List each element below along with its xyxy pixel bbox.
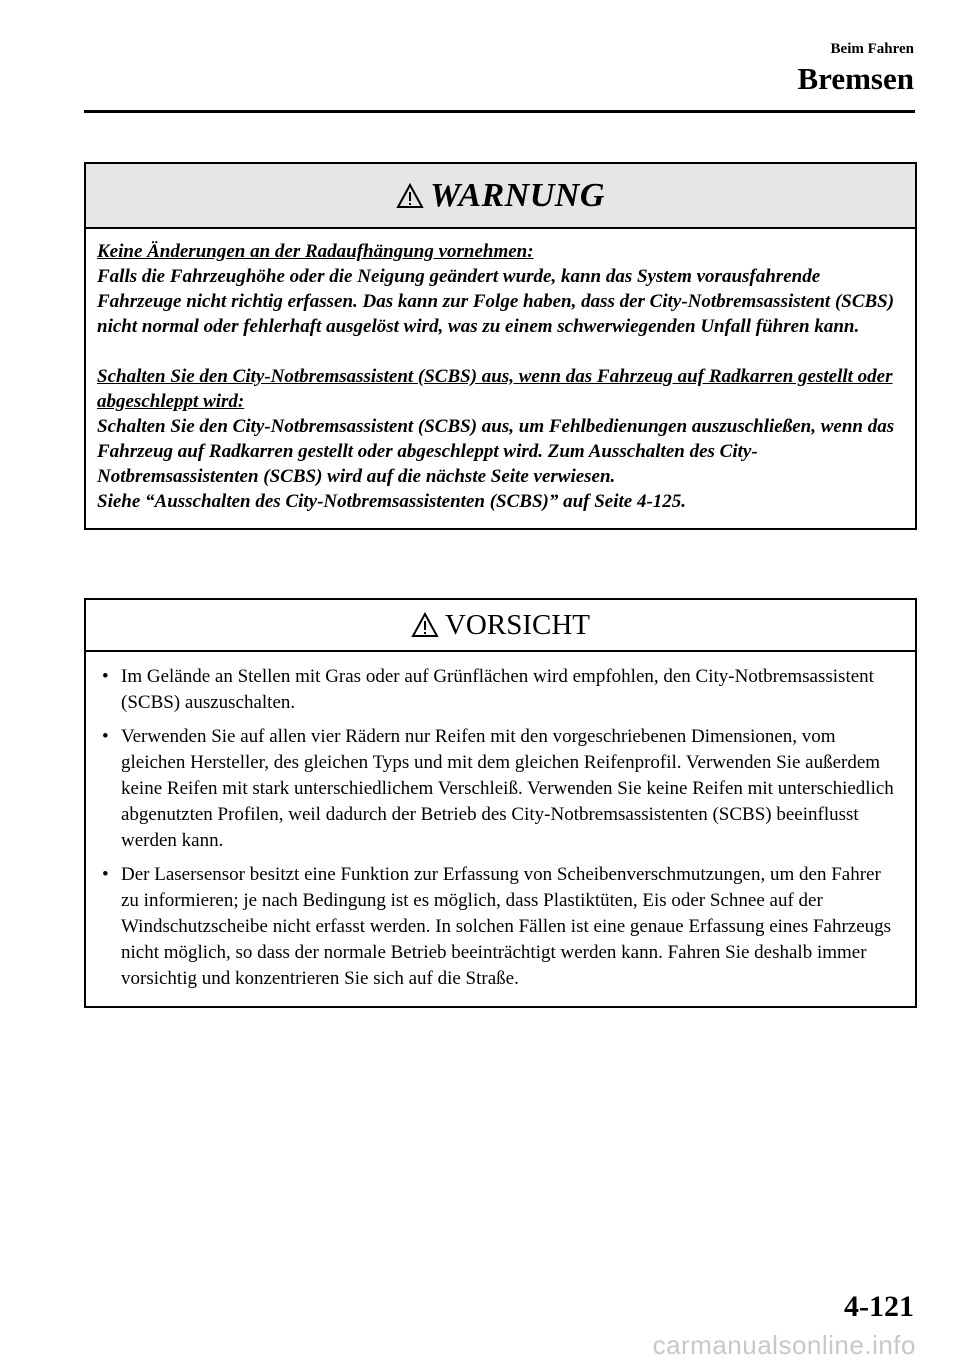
warning-header <box>86 164 915 229</box>
section-label: Beim Fahren <box>830 41 914 57</box>
caution-header <box>86 600 915 652</box>
page-header <box>797 40 914 97</box>
caution-title: VORSICHT <box>444 608 590 641</box>
caution-item: • Im Gelände an Stellen mit Gras oder auf Grünflächen wird empfohlen, den City-Notbremsassistent (SCBS) auszuschalten. <box>98 664 903 716</box>
caution-list <box>98 664 903 992</box>
caution-item: • Verwenden Sie auf allen vier Rädern nur Reifen mit den vorgeschriebenen Dimensionen, vom gleichen Hersteller, des gleichen Typs und mit dem gleichen Reifenprofil. Verwenden Sie außerdem keine Reifen mit stark unterschiedlichem Verschleiß. Verwenden Sie keine Reifen mit unterschiedlich abgenutzten Profilen, weil dadurch der Betrieb des City-Notbremsassistenten (SCBS) beeinflusst werden kann. <box>98 724 903 854</box>
warning-text-2: Schalten Sie den City-Notbremsassistent (SCBS) aus, um Fehlbedienungen auszuschließen, wenn das Fahrzeug auf Radkarren gestellt oder abgeschleppt wird. Zum Ausschalten des City-Notbremsassistenten (SCBS) wird auf die nächste Seite verwiesen. <box>97 416 895 487</box>
warning-triangle-icon <box>396 183 424 209</box>
paragraph-gap <box>97 339 903 364</box>
warning-body <box>86 229 915 528</box>
caution-triangle-icon <box>411 612 439 638</box>
page-number: 4-121 <box>844 1290 914 1323</box>
caution-item: • Der Lasersensor besitzt eine Funktion zur Erfassung von Scheibenverschmutzungen, um den Fahrer zu informieren; je nach Bedingung ist es möglich, dass Plastiktüten, Eis oder Schnee auf der Windschutzscheibe nicht erfasst werden. In solchen Fällen ist eine genaue Erfassung eines Fahrzeugs nicht möglich, so dass der normale Betrieb beeinträchtigt werden kann. Fahren Sie deshalb immer vorsichtig und konzentrieren Sie sich auf die Straße. <box>98 862 903 992</box>
warning-heading-2: Schalten Sie den City-Notbremsassistent (SCBS) aus, wenn das Fahrzeug auf Radkarren gestellt oder abgeschleppt wird: <box>97 366 893 412</box>
page-title: Bremsen <box>797 61 914 96</box>
caution-body <box>86 652 915 1006</box>
warning-box <box>84 162 917 530</box>
watermark: carmanualsonline.info <box>652 1330 916 1360</box>
warning-heading-1: Keine Änderungen an der Radaufhängung vornehmen: <box>97 241 534 262</box>
warning-title: WARNUNG <box>430 176 605 214</box>
warning-text-1: Falls die Fahrzeughöhe oder die Neigung geändert wurde, kann das System vorausfahrende Fahrzeuge nicht richtig erfassen. Das kann zur Folge haben, dass der City-Notbremsassistent (SCBS) nicht normal oder fehlerhaft ausgelöst wird, was zu einem schwerwiegenden Unfall führen kann. <box>97 266 895 337</box>
header-rule <box>84 110 915 113</box>
caution-box <box>84 598 917 1008</box>
warning-text-3: Siehe “Ausschalten des City-Notbremsassistenten (SCBS)” auf Seite 4-125. <box>97 491 687 512</box>
